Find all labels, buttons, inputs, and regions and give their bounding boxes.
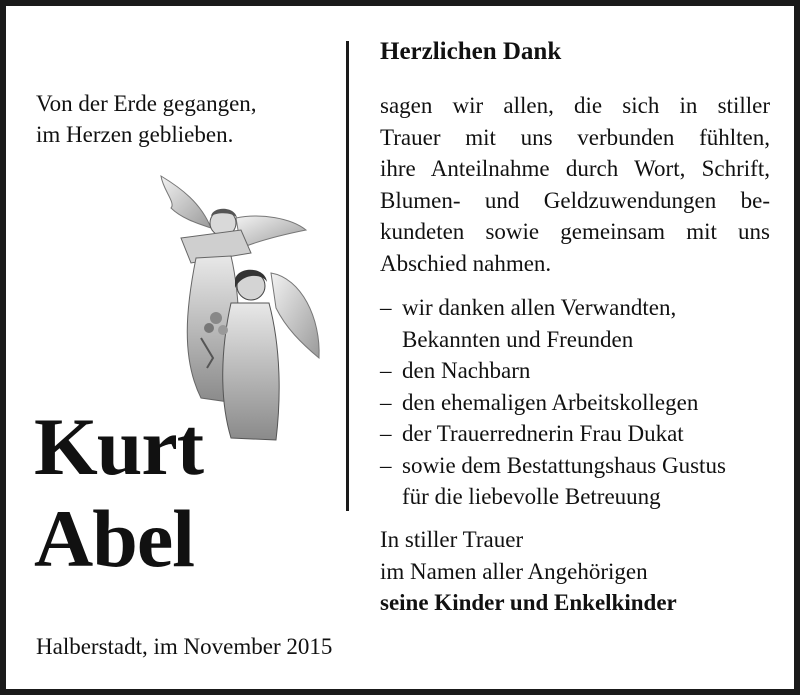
place-date: Halberstadt, im November 2015 bbox=[36, 634, 333, 659]
motto bbox=[36, 88, 257, 150]
dash-marker bbox=[380, 324, 402, 356]
list-item bbox=[380, 324, 726, 356]
dash-marker bbox=[380, 481, 402, 513]
list-item-text: wir danken allen Verwandten, bbox=[402, 295, 677, 320]
list-item bbox=[380, 387, 726, 419]
list-item-text: sowie dem Bestattungshaus Gustus bbox=[402, 452, 726, 478]
paragraph-line: kundeten sowie gemeinsam mit uns bbox=[380, 219, 770, 244]
dash-marker: – bbox=[380, 421, 392, 446]
dash-marker: – bbox=[380, 389, 392, 415]
vertical-divider bbox=[346, 41, 349, 511]
closing-block bbox=[380, 524, 677, 619]
list-item-text: den ehemaligen Arbeitskollegen bbox=[402, 389, 699, 415]
list-item bbox=[380, 292, 726, 324]
motto-line: im Herzen geblieben. bbox=[36, 122, 234, 147]
thanks-paragraph bbox=[380, 90, 770, 279]
last-name: Abel bbox=[34, 493, 194, 584]
paragraph-line: Abschied nahmen. bbox=[380, 250, 552, 276]
paragraph-line: Trauer mit uns verbunden fühlten, bbox=[380, 124, 770, 150]
first-name: Kurt bbox=[34, 401, 204, 492]
list-item-text: der Trauerrednerin Frau Dukat bbox=[402, 421, 684, 446]
signature: seine Kinder und Enkelkinder bbox=[380, 590, 677, 615]
dash-marker: – bbox=[380, 452, 392, 478]
paragraph-line: sagen wir allen, die sich in stiller bbox=[380, 93, 770, 118]
closing-line: im Namen aller Angehörigen bbox=[380, 558, 648, 584]
list-item-text: für die liebevolle Betreuung bbox=[402, 484, 661, 509]
closing-line: In stiller Trauer bbox=[380, 527, 524, 552]
dash-marker: – bbox=[380, 358, 392, 383]
list-item bbox=[380, 481, 726, 513]
paragraph-line: Blumen- und Geldzuwendungen be- bbox=[380, 187, 770, 213]
deceased-name bbox=[34, 401, 203, 585]
list-item bbox=[380, 355, 726, 387]
list-item bbox=[380, 418, 726, 450]
motto-line: Von der Erde gegangen, bbox=[36, 91, 257, 116]
list-item bbox=[380, 450, 726, 482]
thanks-list bbox=[380, 292, 726, 513]
list-item-text: den Nachbarn bbox=[402, 358, 531, 383]
list-item-text: Bekannten und Freunden bbox=[402, 326, 634, 352]
thanks-heading: Herzlichen Dank bbox=[380, 38, 562, 65]
paragraph-line: ihre Anteilnahme durch Wort, Schrift, bbox=[380, 156, 770, 181]
dash-marker: – bbox=[380, 295, 392, 320]
